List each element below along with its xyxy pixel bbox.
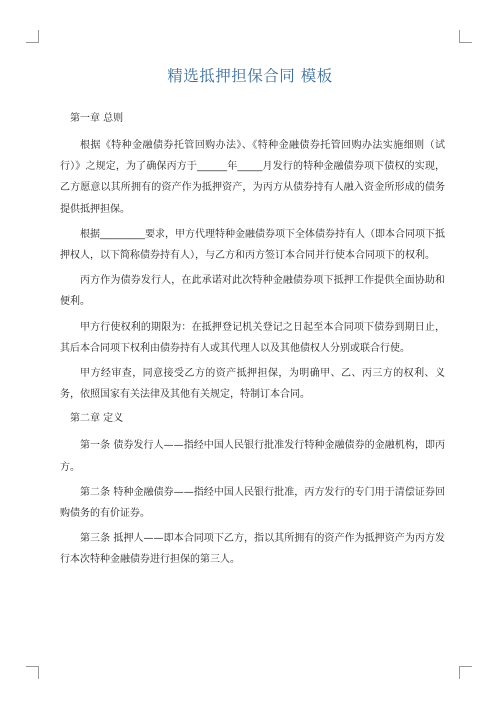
article-1: 第一条 债券发行人——指经中国人民银行批准发行特种金融债券的金融机构，即丙方。	[60, 440, 445, 473]
chapter-2-heading: 第二章 定义	[70, 413, 124, 425]
paragraph: 根据《特种金融债券托管回购办法》、《特种金融债券托管回购办法实施细则（试行）》之规定，为了确保丙方于______年_____月发行的特种金融债券项下债权的实现，乙方愿意以其所拥有的资产作为抵押资产，为丙方从债券持有人融入资金所形成的债务提供抵押担保。	[60, 140, 445, 215]
crop-mark-top-left	[26, 30, 39, 43]
crop-mark-top-right	[459, 30, 472, 43]
paragraph: 甲方经审查，同意接受乙方的资产抵押担保，为明确甲、乙、丙三方的权利、义务，依照国家有关法律及其他有关规定，特制订本合同。	[60, 368, 445, 401]
crop-mark-bottom-right	[459, 666, 472, 679]
document-title: 精选抵押担保合同 模板	[167, 67, 333, 85]
paragraph: 甲方行使权利的期限为：在抵押登记机关登记之日起至本合同项下债券到期日止，其后本合同项下权利由债券持有人或其代理人以及其他债权人分别或联合行使。	[60, 321, 445, 354]
chapter-1-heading: 第一章 总则	[70, 113, 124, 124]
crop-mark-bottom-left	[26, 666, 39, 679]
article-3: 第三条 抵押人——即本合同项下乙方，指以其所拥有的资产作为抵押资产为丙方发行本次特种金融债券进行担保的第三人。	[60, 533, 445, 566]
article-2: 第二条 特种金融债券——指经中国人民银行批准，丙方发行的专门用于清偿证券回购债务的有价证券。	[60, 486, 445, 520]
paragraph: 根据_________要求，甲方代理特种金融债券项下全体债券持有人（即本合同项下抵押权人，以下简称债券持有人），与乙方和丙方签订本合同并行使本合同项下的权利。	[60, 228, 445, 262]
paragraph: 丙方作为债券发行人，在此承诺对此次特种金融债券项下抵押工作提供全面协助和便利。	[60, 275, 445, 308]
document-body	[60, 109, 445, 575]
